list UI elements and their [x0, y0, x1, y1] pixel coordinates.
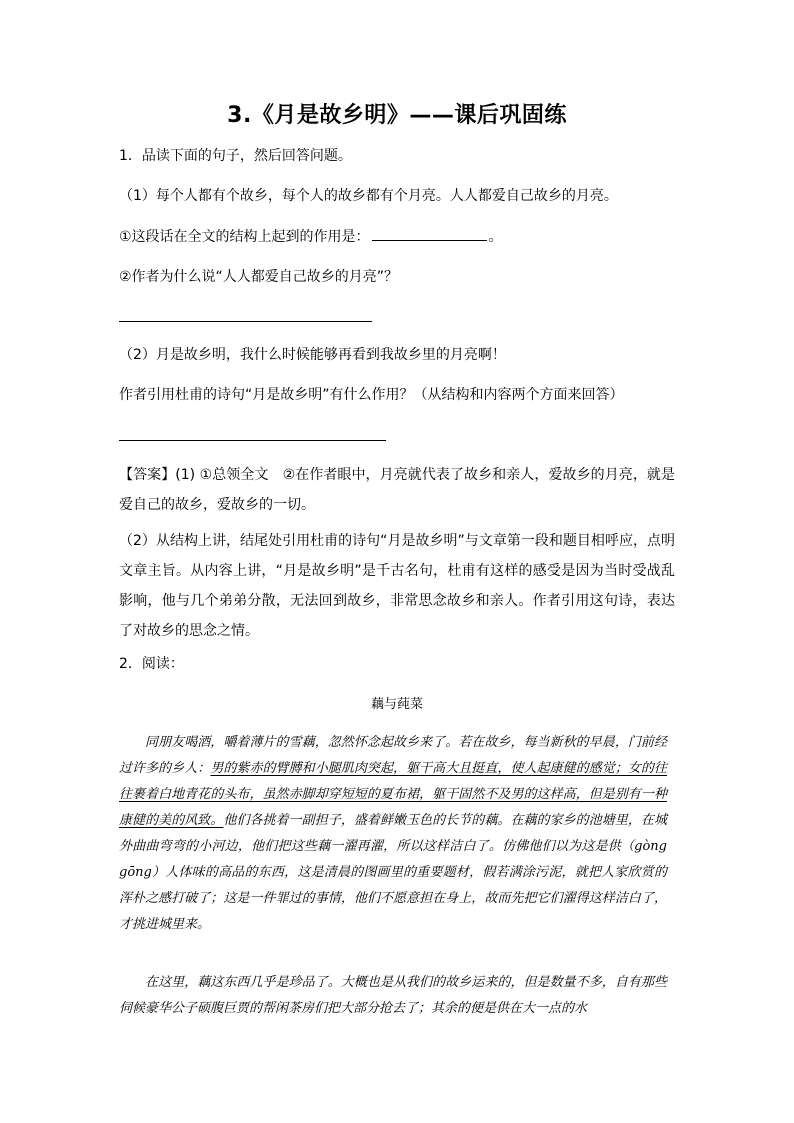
question-1-sub-b: ②作者为什么说“人人都爱自己故乡的月亮”？ — [119, 269, 399, 285]
essay-title: 藕与莼菜 — [370, 697, 423, 712]
underlined-passage: 男的紫赤的臂膊和小腿肌肉突起，躯干高大且挺直，使人起康健的感觉；女的往往裹着白地青花的头布，虽然赤脚却穿短短的夏布裙，躯干固然不及男的这样高，但是别有一种康健的美的风致。 — [119, 761, 667, 828]
essay-text: 他们各挑着一副担子，盛着鲜嫩玉色的长节的藕。在藕的家乡的池塘里，在城外曲曲弯弯的小河边，他们把这些藕一濯再濯，所以这样洁白了。仿佛他们以为这是供（gòng gōng）人体味的高品的东西，这是清晨的图画里的重要题材，假若满涂污泥，就把人家欣赏的浑朴之感打破了；这是一件罪过的事情，他们不愿意担在身上，故而先把它们濯得这样洁白了，才挑进城里来。 — [119, 813, 681, 932]
essay-text: 在这里，藕这东西几乎是珍品了。大概也是从我们的故乡运来的，但是数量不多，自有那些伺候豪华公子硕腹巨贾的帮闲茶房们把大部分抢去了；其余的便是供在大一点的水 — [119, 975, 667, 1016]
essay-paragraph-2 — [119, 970, 667, 1022]
question-1-sentence-2-question: 作者引用杜甫的诗句“月是故乡明”有什么作用？（从结构和内容两个方面来回答） — [119, 387, 624, 403]
answer-blank[interactable] — [372, 226, 487, 241]
answer-paragraph-1: 【答案】(1) ①总领全文 ②在作者眼中，月亮就代表了故乡和亲人，爱故乡的月亮，就是爱自己的故乡，爱故乡的一切。 — [119, 467, 675, 513]
answer-paragraph-2: （2）从结构上讲，结尾处引用杜甫的诗句“月是故乡明”与文章第一段和题目相呼应，点明文章主旨。从内容上讲，“月是故乡明”是千古名句，杜甫有这样的感受是因为当时受战乱影响，他与几个弟弟分散，无法回到故乡，非常思念故乡和亲人。作者引用这句诗，表达了对故乡的思念之情。 — [119, 533, 675, 639]
page-title: 3.《月是故乡明》——课后巩固练 — [227, 103, 567, 128]
question-2-prompt: 2．阅读： — [119, 656, 184, 672]
question-1-sub-a-text: ①这段话在全文的结构上起到的作用是： — [119, 229, 370, 245]
question-1-sentence-1: （1）每个人都有个故乡，每个人的故乡都有个月亮。人人都爱自己故乡的月亮。 — [119, 188, 618, 204]
essay-paragraph-1 — [119, 730, 681, 938]
question-1-sentence-2: （2）月是故乡明，我什么时候能够再看到我故乡里的月亮啊！ — [119, 347, 506, 363]
answer-line[interactable] — [119, 321, 372, 322]
question-1-prompt: 1．品读下面的句子，然后回答问题。 — [119, 148, 352, 164]
question-1-sub-a — [119, 226, 503, 247]
answer-line[interactable] — [119, 440, 386, 441]
essay-text: 同朋友喝酒，嚼着薄片的雪藕，忽然怀念起故乡来了。若在故乡，每当新秋的早晨，门前经过许多的乡人： — [119, 735, 667, 776]
question-1-sub-a-end: 。 — [488, 229, 503, 245]
